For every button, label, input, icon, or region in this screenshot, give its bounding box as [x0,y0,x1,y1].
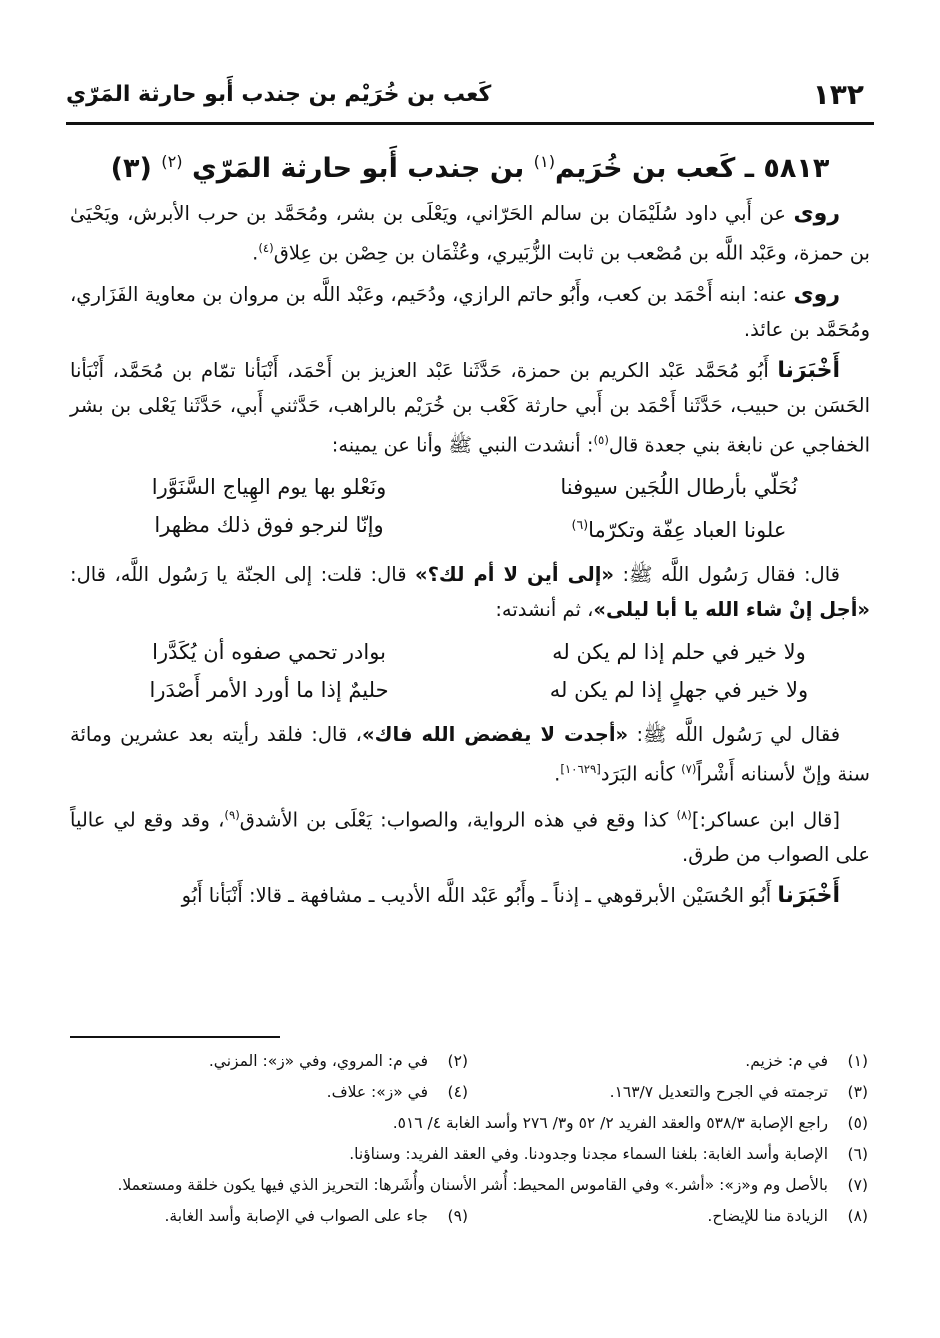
footnote-number: (٨) [847,1207,868,1225]
hadith-quote: «أجدت لا يفضض الله فاك» [361,723,629,746]
paragraph-keyword: أَخْبَرَنا [777,357,840,383]
header-rule [66,122,874,125]
paragraph-text: كأنه البَرَد [600,762,682,786]
footnote-ref[interactable]: (٩) [224,807,240,822]
footnote-number: (٤) [447,1083,468,1101]
verse-second-hemistich: حليمٌ إذا ما أورد الأمر أَصْدَرا [149,678,389,702]
running-title: كَعب بن خُرَيْم بن جندب أَبو حارثة المَرّي [66,82,492,107]
footnote-text: جاء على الصواب في الإصابة وأسد الغابة. [164,1207,428,1225]
footnote-text: الإصابة وأسد الغابة: بلغنا السماء مجدنا وجدودنا. وفي العقد الفريد: وسناؤنا. [349,1145,828,1163]
verse-first-hemistich: ولا خير في حلم إذا لم يكن له [552,640,806,664]
paragraph-text: كذا وقع في هذه الرواية، والصواب: يَعْلَى بن الأشدق [239,808,677,831]
paragraph-ibn-asakir-note [70,798,870,873]
paragraph-text: أَبُو مُحَمَّد عَبْد الكريم بن حمزة، حَدَّثَنا عَبْد العزيز بن أَحْمَد، أَنْبَأنا تمّام بن مُحَمَّد، أَنْبَأنا الحَسَن بن حبيب، حَدَّثَنا أَحْمَد بن أَبي حارثة كَعْب بن خُرَيْم بالراهب، حَدَّثني أَبي، حَدَّثَنا يَعْلى بن بشر الخفاجي عن نابغة بني جعدة قال [70,358,870,456]
footnote-text: الزيادة منا للإيضاح. [707,1207,828,1225]
entry-title [70,140,870,191]
verse-second-hemistich: ونَعْلو بها يوم الهِياج السَّنَوَّرا [151,475,387,499]
footnote [68,1139,868,1170]
paragraph-keyword: روى [793,281,840,307]
footnote-row [68,1139,868,1170]
paragraph-text: ، وقد وقع لي عالياً على الصواب من طرق. [70,808,870,866]
hadith-quote: «أجل إنْ شاء الله يا أبا ليلى» [593,598,870,621]
verse-second-hemistich: بوادر تحمي صفوه أن يُكَدَّرا [152,640,386,664]
footnote-number: (٩) [447,1207,468,1225]
verse-second-hemistich: وإنّا لنرجو فوق ذلك مظهرا [154,513,384,537]
footnote-row [68,1170,868,1201]
footnote-row [68,1046,868,1077]
footnote-ref[interactable]: (٦) [571,517,589,532]
footnote-text: راجع الإصابة ٥٣٨/٣ والعقد الفريد ٢/ ٥٢ و٣/ ٢٧٦ وأسد الغابة ٤/ ٥١٦. [392,1114,828,1132]
poem-verses-1 [70,468,870,549]
main-text [70,196,870,919]
footnote [468,1201,868,1232]
entry-title-name: ٥٨١٣ ـ كَعب بن خُرَيم [555,153,830,184]
footnote-ref[interactable]: (٧) [681,762,697,776]
footnote-number: (٥) [847,1114,868,1132]
paragraph-text: . [554,762,561,786]
footnote [68,1170,868,1201]
footnote-number: (٣) [847,1083,868,1101]
footnote [468,1046,868,1077]
paragraph-isnad-2 [70,878,870,913]
footnote-text: في «ز»: علاف. [326,1083,428,1101]
footnote-text: في م: المروي، وفي «ز»: المزني. [208,1052,428,1070]
paragraph-prophet-reply [70,717,870,792]
paragraph-text: : أنشدت النبي ﷺ وأنا عن يمينه: [331,433,594,456]
footnote-row [68,1108,868,1139]
footnote-row [68,1077,868,1108]
verse-line [70,671,870,709]
paragraph-text: . [252,241,259,265]
footnote-ref[interactable]: (٢) [161,152,183,171]
paragraph-text: ، قال: فلقد رأيته بعد عشرين ومائة سنة وإنّ لأسنانه أَشْراً [70,723,870,786]
paragraph-text: أَبُو الحُسَيْن الأبرقوهي ـ إذناً ـ وأَبُو عَبْد اللَّه الأديب ـ مشافهة ـ قالا: أَنْبَأنا أَبُو [181,884,778,907]
footnote-text: بالأصل وم و«ز»: «أشر.» وفي القاموس المحيط: أُشر الأسنان وأُشَرها: التحريز الذي فيها يكون خلقة ومستعملا. [117,1176,828,1194]
footnote [468,1077,868,1108]
footnote [68,1108,868,1139]
paragraph-text: عنه: ابنه أَحْمَد بن كعب، وأَبُو حاتم الرازي، ودُحَيم، وعَبْد اللَّه بن مروان بن معاوية الفَزَاري، ومُحَمَّد بن عائذ. [70,282,870,341]
footnote-text: ترجمته في الجرح والتعديل ١٦٣/٧. [609,1083,828,1101]
verse-first-hemistich: نُحَلّي بأرطال اللُجَين سيوفنا [560,475,798,499]
paragraph-text: ، ثم أنشدته: [495,598,594,621]
footnote-number: (٦) [847,1145,868,1163]
footnote-ref[interactable]: (١) [533,152,556,171]
footnote-ref[interactable]: (٨) [676,807,692,822]
paragraph-text: قال: قلت: إلى الجنّة يا رَسُول اللَّه، قال: [70,563,416,586]
footnote-ref[interactable]: (٣) [110,153,162,184]
page-number: ١٣٢ [812,78,864,111]
footnote [68,1201,468,1232]
footnote-row [68,1201,868,1232]
hadith-number: [١٠٦٢٩] [560,762,601,776]
paragraph-dialogue [70,557,870,627]
footnote-number: (٧) [847,1176,868,1194]
footnote-rule [70,1036,280,1038]
paragraph-narrators-to [70,277,870,347]
footnote [68,1046,468,1077]
footnote-text: في م: خزيم. [745,1052,828,1070]
paragraph-text: قال: فقال رَسُول اللَّه ﷺ: [614,563,840,586]
paragraph-text: [قال ابن عساكر:] [691,808,840,831]
paragraph-narrators-from [70,196,870,271]
footnote-number: (١) [847,1052,868,1070]
verse-first-hemistich [518,506,840,549]
footnote-number: (٢) [447,1052,468,1070]
verse-first-hemistich: ولا خير في جهلٍ إذا لم يكن له [549,678,809,702]
paragraph-text: فقال لي رَسُول اللَّه ﷺ: [628,723,841,746]
paragraph-keyword: أَخْبَرَنا [777,883,840,908]
verse-text: علونا العباد عِفّة وتكرّما [588,518,787,542]
footnote-ref[interactable]: (٥) [593,432,609,447]
hadith-quote: «إلى أين لا أم لك؟» [415,563,614,586]
verse-line [70,633,870,671]
verse-line [70,506,870,549]
running-head [66,70,874,120]
footnote [68,1077,468,1108]
verse-line [70,468,870,506]
entry-title-rest: بن جندب أَبو حارثة المَرّي [192,153,534,184]
paragraph-text: عن أَبي داود سُلَيْمَان بن سالم الحَرّاني، ويَعْلَى بن بشر، ومُحَمَّد بن حرب الأبرش، ويَحْيَىٰ بن حمزة، وعَبْد اللَّه بن مُصْعب بن ثابت الزُّبَيري، وعُثْمَان بن حِصْن بن عِلاق [70,202,870,265]
paragraph-isnad [70,353,870,463]
footnote-ref[interactable]: (٤) [258,241,274,255]
paragraph-keyword: روى [793,201,840,226]
poem-verses-2 [70,633,870,709]
footnotes [68,1046,868,1232]
